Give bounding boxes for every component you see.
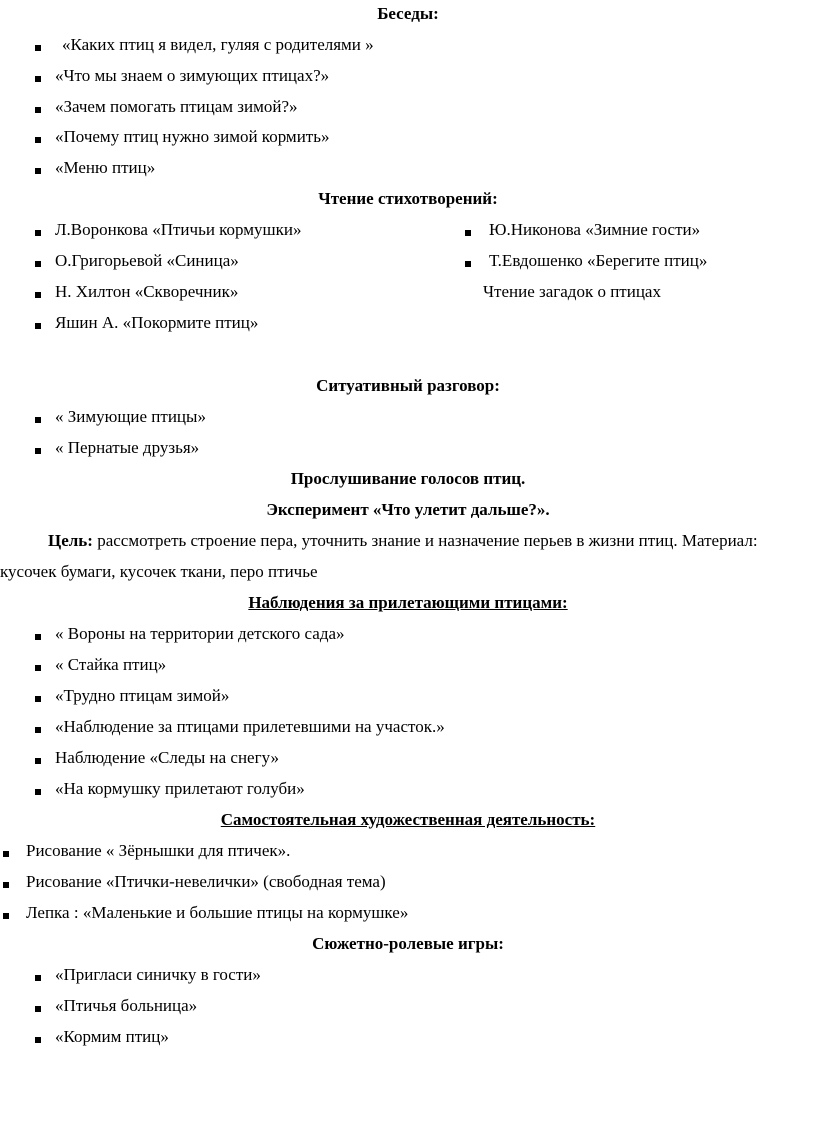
list-item: «Пригласи синичку в гости» xyxy=(55,965,261,984)
bullet-icon xyxy=(35,727,41,733)
list-item: « Стайка птиц» xyxy=(55,655,167,674)
list-item: «Наблюдение за птицами прилетевшими на участок.» xyxy=(55,717,445,736)
list-item: Н. Хилтон «Скворечник» xyxy=(55,282,239,301)
list-item: « Вороны на территории детского сада» xyxy=(55,624,345,643)
bullet-icon xyxy=(465,261,471,267)
bullet-icon xyxy=(35,230,41,236)
list-item: Ю.Никонова «Зимние гости» xyxy=(489,220,701,239)
bullet-icon xyxy=(35,107,41,113)
bullet-icon xyxy=(35,292,41,298)
bullet-icon xyxy=(465,230,471,236)
section-title-conversations: Беседы: xyxy=(377,4,439,23)
list-item: «Почему птиц нужно зимой кормить» xyxy=(55,127,330,146)
section-title-observations: Наблюдения за прилетающими птицами: xyxy=(248,593,568,612)
bullet-icon xyxy=(35,1037,41,1043)
list-item: Яшин А. «Покормите птиц» xyxy=(55,313,259,332)
list-item: О.Григорьевой «Синица» xyxy=(55,251,239,270)
section-title-poems: Чтение стихотворений: xyxy=(318,189,498,208)
bullet-icon xyxy=(35,696,41,702)
list-item: «Зачем помогать птицам зимой?» xyxy=(55,97,298,116)
list-item: « Пернатые друзья» xyxy=(55,438,200,457)
list-item: «Что мы знаем о зимующих птицах?» xyxy=(55,66,330,85)
list-item: «Меню птиц» xyxy=(55,158,156,177)
bullet-icon xyxy=(35,1006,41,1012)
list-item: «Трудно птицам зимой» xyxy=(55,686,230,705)
list-item: «Птичья больница» xyxy=(55,996,198,1015)
bullet-icon xyxy=(35,758,41,764)
list-item: Наблюдение «Следы на снегу» xyxy=(55,748,279,767)
list-item: Рисование «Птички-невелички» (свободная тема) xyxy=(26,872,386,891)
bullet-icon xyxy=(3,882,9,888)
bullet-icon xyxy=(35,261,41,267)
bullet-icon xyxy=(35,975,41,981)
bullet-icon xyxy=(35,665,41,671)
riddles-text: Чтение загадок о птицах xyxy=(483,282,661,301)
goal-text: рассмотреть строение пера, уточнить знание и назначение перьев в жизни птиц. Материал: xyxy=(92,531,758,550)
list-item: «Каких птиц я видел, гуляя с родителями » xyxy=(62,35,374,54)
section-title-roleplay: Сюжетно-ролевые игры: xyxy=(312,934,504,953)
experiment-materials: кусочек бумаги, кусочек ткани, перо птичье xyxy=(0,562,318,581)
bullet-icon xyxy=(35,417,41,423)
list-item: «Кормим птиц» xyxy=(55,1027,169,1046)
bullet-icon xyxy=(35,323,41,329)
list-item: Лепка : «Маленькие и большие птицы на кормушке» xyxy=(26,903,409,922)
list-item: Рисование « Зёрнышки для птичек». xyxy=(26,841,291,860)
list-item: « Зимующие птицы» xyxy=(55,407,206,426)
bullet-icon xyxy=(35,76,41,82)
bullet-icon xyxy=(3,851,9,857)
list-item: Т.Евдошенко «Берегите птиц» xyxy=(489,251,708,270)
section-title-art: Самостоятельная художественная деятельность: xyxy=(220,810,596,829)
section-title-experiment: Эксперимент «Что улетит дальше?». xyxy=(266,500,550,519)
list-item: Л.Воронкова «Птичьи кормушки» xyxy=(55,220,302,239)
bullet-icon xyxy=(35,789,41,795)
section-title-listening: Прослушивание голосов птиц. xyxy=(290,469,526,488)
bullet-icon xyxy=(35,137,41,143)
goal-label: Цель: xyxy=(48,531,93,550)
bullet-icon xyxy=(35,168,41,174)
experiment-goal xyxy=(48,531,758,551)
bullet-icon xyxy=(35,45,41,51)
section-title-situational: Ситуативный разговор: xyxy=(316,376,500,395)
bullet-icon xyxy=(35,634,41,640)
bullet-icon xyxy=(35,448,41,454)
list-item: «На кормушку прилетают голуби» xyxy=(55,779,305,798)
bullet-icon xyxy=(3,913,9,919)
